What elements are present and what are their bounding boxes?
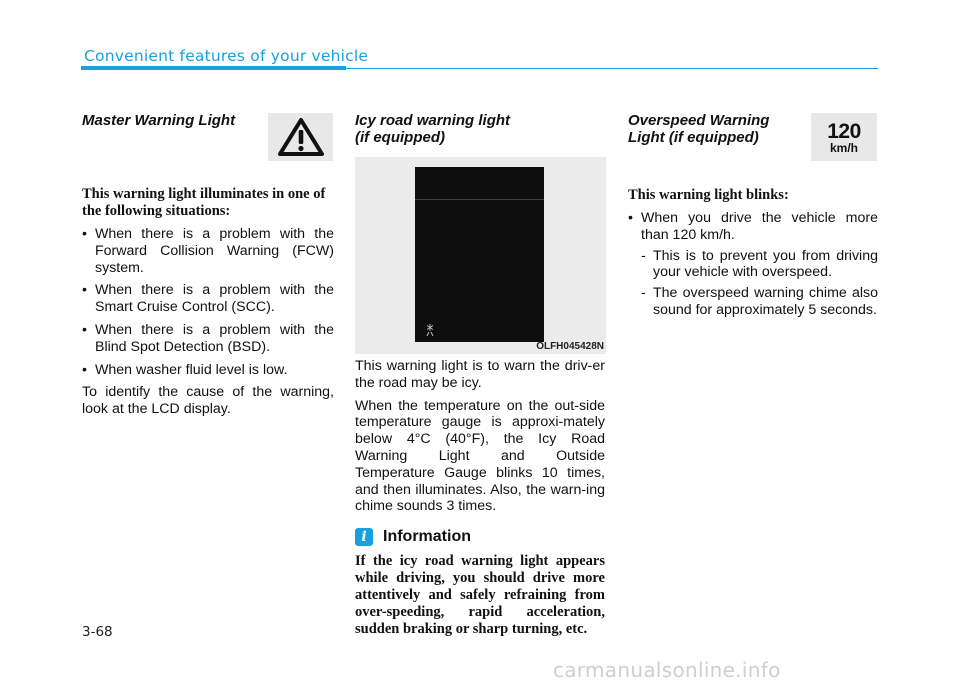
overspeed-sublist [641, 248, 878, 319]
overspeed-badge [811, 113, 877, 161]
heading-master-warning: Master Warning Light [82, 112, 236, 129]
heading-overspeed: Overspeed Warning Light (if equipped) [628, 112, 770, 146]
list-item: • When there is a problem with the Smart Cruise Control (SCC). [82, 282, 334, 316]
cluster-figure [355, 157, 606, 354]
overspeed-speed: 120 [827, 119, 861, 143]
section-title: Convenient features of your vehicle [84, 47, 369, 65]
overspeed-text [628, 187, 878, 319]
overspeed-list [628, 210, 878, 244]
column-master-warning [82, 108, 334, 418]
list-item: • When there is a problem with the Blind Spot Detection (BSD). [82, 322, 334, 356]
information-text: If the icy road warning light appears while driving, you should drive more attentively and safely refraining from over-speeding, rapid acceleration, sudden braking or sharp turning, etc. [355, 553, 605, 638]
watermark-link[interactable]: carmanualsonline.info [553, 658, 781, 682]
overspeed-intro: This warning light blinks: [628, 187, 789, 203]
information-header [355, 528, 605, 546]
information-title: Information [383, 528, 471, 546]
icy-road-para-1: This warning light is to warn the driv-er the road may be icy. [355, 358, 605, 391]
figure-code: OLFH045428N [536, 341, 604, 352]
information-icon: i [355, 528, 373, 546]
header-rule-thin [346, 68, 878, 69]
icy-road-para-2: When the temperature on the out-side temperature gauge is approxi-mately below 4°C (40°F), the Icy Road Warning Light and Outside Temperature Gauge blinks 10 times, and then illuminates. Also, the warn-ing chime sounds 3 times. [355, 397, 605, 515]
icy-road-text [355, 358, 605, 638]
overspeed-unit: km/h [829, 140, 858, 155]
master-warning-closing: To identify the cause of the warning, look at the LCD display. [82, 384, 334, 418]
header-rule [81, 66, 346, 70]
list-item: • When washer fluid level is low. [82, 362, 334, 379]
list-item: • When you drive the vehicle more than 120 km/h. [628, 210, 878, 244]
list-item: - The overspeed warning chime also sound for approximately 5 seconds. [641, 285, 878, 319]
master-warning-list [82, 226, 334, 378]
list-item: • When there is a problem with the Forward Collision Warning (FCW) system. [82, 226, 334, 276]
lcd-screen [415, 167, 544, 342]
list-item: - This is to prevent you from driving your vehicle with overspeed. [641, 248, 878, 282]
column-icy-road [355, 108, 605, 146]
heading-icy-road: Icy road warning light (if equipped) [355, 112, 511, 146]
page-number: 3-68 [82, 624, 113, 640]
snowflake-road-icon [422, 323, 438, 337]
master-warning-intro: This warning light illuminates in one of the following situations: [82, 186, 326, 219]
